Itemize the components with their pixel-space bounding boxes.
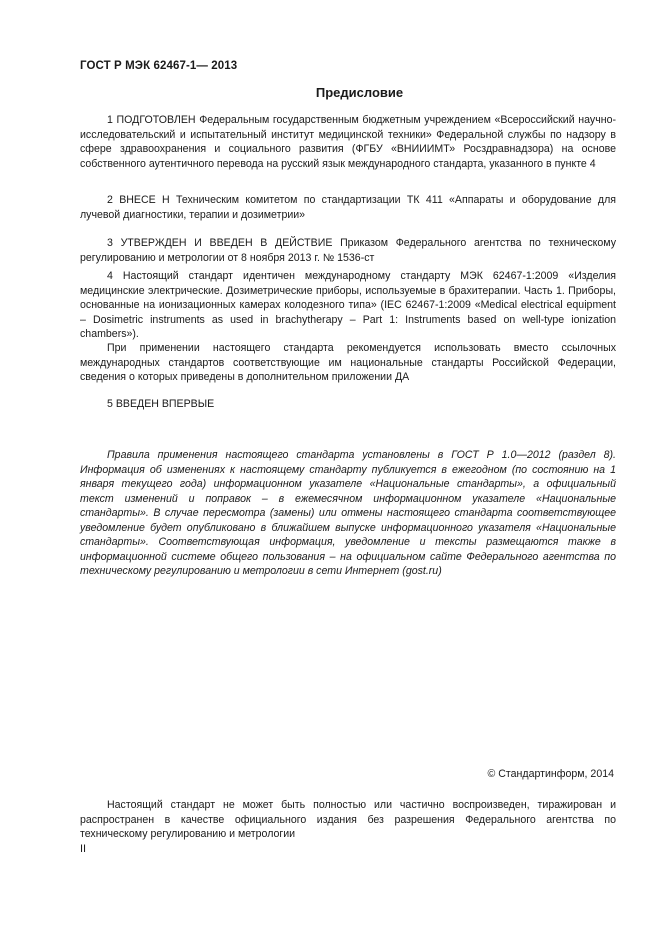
paragraph-4: 4 Настоящий стандарт идентичен международному стандарту МЭК 62467-1:2009 «Изделия медицинские электрические. Дозиметрические приборы, используемые в брахитерапии. Часть 1. Приборы, основанные на ионизационных камерах колодезного типа» (IEC 62467-1:2009 «Medical electrical equipment – Dosimetric instruments as used in brachytherapy – Part 1: Instruments based on well-type ionization chambers»). (80, 270, 616, 340)
page-title: Предисловие (315, 85, 404, 100)
paragraph-3: 3 УТВЕРЖДЕН И ВВЕДЕН В ДЕЙСТВИЕ Приказом Федерального агентства по техническому регулированию и метрологии от 8 ноября 2013 г. № 1536-ст (80, 237, 616, 264)
page-number: II (80, 843, 87, 855)
copyright-line: © Стандартинформ, 2014 (487, 768, 614, 780)
reproduction-notice: Настоящий стандарт не может быть полностью или частично воспроизведен, тиражирован и распространен в качестве официального издания без разрешения Федерального агентства по техническому регулированию и метрологии (80, 799, 616, 840)
paragraph-1: 1 ПОДГОТОВЛЕН Федеральным государственным бюджетным учреждением «Всероссийский научно-исследовательский и испытательный институт медицинской техники» Федеральной службы по надзору в сфере здравоохранения и социального развития (ФГБУ «ВНИИИМТ» Росздравнадзора) на основе собственного аутентичного перевода на русский язык международного стандарта, указанного в пункте 4 (80, 114, 616, 170)
standard-code-header: ГОСТ Р МЭК 62467-1— 2013 (80, 60, 238, 72)
paragraph-5: При применении настоящего стандарта рекомендуется использовать вместо ссылочных международных стандартов соответствующие им национальные стандарты Российской Федерации, сведения о которых приведены в дополнительном приложении ДА (80, 342, 616, 383)
paragraph-6: 5 ВВЕДЕН ВПЕРВЫЕ (107, 398, 215, 410)
paragraph-2: 2 ВНЕСЕ Н Техническим комитетом по стандартизации ТК 411 «Аппараты и оборудование для лучевой диагностики, терапии и дозиметрии» (80, 194, 616, 221)
notice-paragraph: Правила применения настоящего стандарта установлены в ГОСТ Р 1.0—2012 (раздел 8). Информация об изменениях к настоящему стандарту публикуется в ежегодном (по состоянию на 1 января текущего года) информационном указателе «Национальные стандарты», а официальный текст изменений и поправок – в ежемесячном информационном указателе «Национальные стандарты». В случае пересмотра (замены) или отмены настоящего стандарта соответствующее уведомление будет опубликовано в ближайшем выпуске информационного указателя «Национальные стандарты». Соответствующая информация, уведомление и тексты размещаются также в информационной системе общего пользования – на официальном сайте Федерального агентства по техническому регулированию и метрологии в сети Интернет (gost.ru) (80, 449, 616, 577)
